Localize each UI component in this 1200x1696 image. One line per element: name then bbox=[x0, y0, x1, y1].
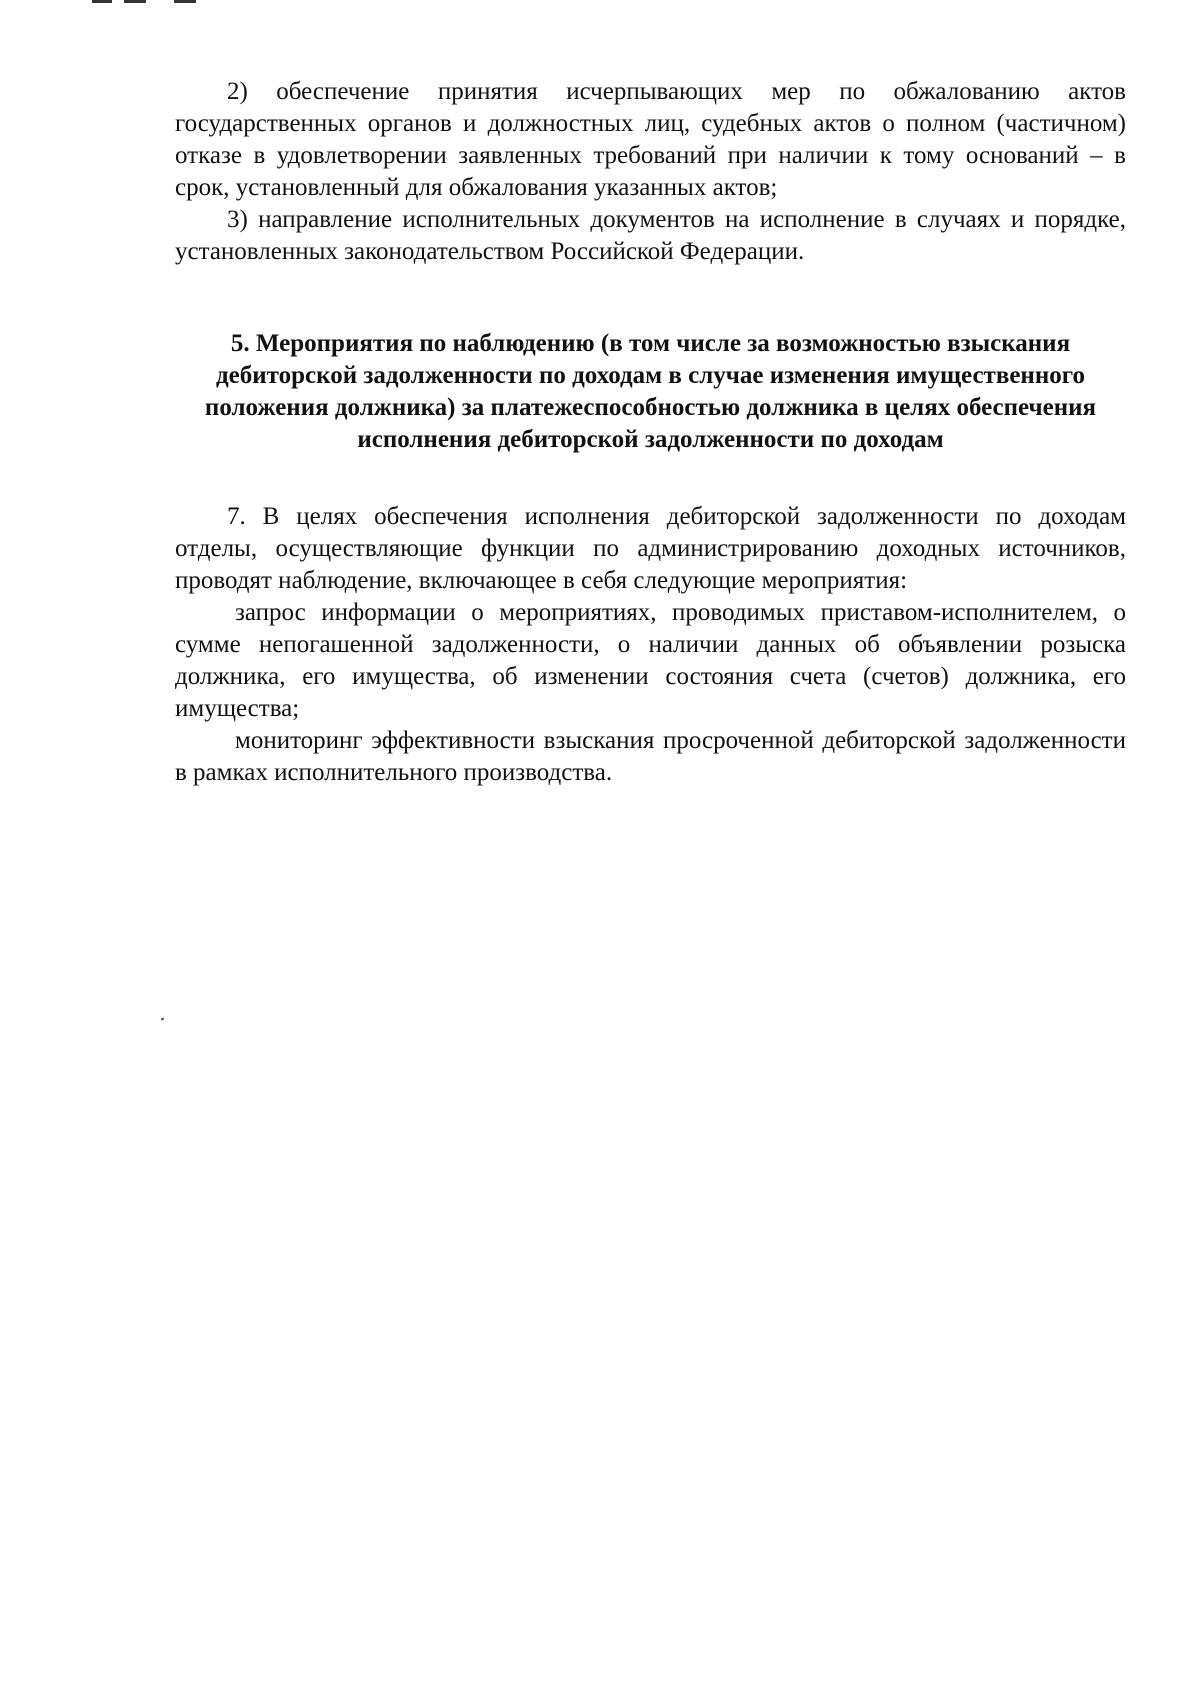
document-body bbox=[175, 76, 1126, 789]
scan-edge-marks bbox=[92, 0, 212, 6]
section-5-heading: 5. Мероприятия по наблюдению (в том числе за возможностью взыскания дебиторской задолженности по доходам в случае изменения имущественного положения должника) за платежеспособностью должника в целях обеспечения исполнения дебиторской задолженности по доходам bbox=[204, 330, 1097, 453]
paragraph-item-2: 2) обеспечение принятия исчерпывающих мер по обжалованию актов государственных органов и должностных лиц, судебных актов о полном (частичном) отказе в удовлетворении заявленных требований при наличии к тому оснований – в срок, установленный для обжалования указанных актов; bbox=[175, 78, 1126, 201]
paragraph-request-info: запрос информации о мероприятиях, проводимых приставом-исполнителем, о сумме непогашенной задолженности, о наличии данных об объявлении розыска должника, его имущества, об изменении состояния счета (счетов) должника, его имущества; bbox=[175, 599, 1126, 722]
paragraph-monitoring: мониторинг эффективности взыскания просроченной дебиторской задолженности в рамках исполнительного производства. bbox=[175, 727, 1126, 786]
paragraph-clause-7: 7. В целях обеспечения исполнения дебиторской задолженности по доходам отделы, осуществляющие функции по администрированию доходных источников, проводят наблюдение, включающее в себя следующие мероприятия: bbox=[175, 503, 1126, 594]
scan-speck bbox=[161, 1018, 165, 1021]
paragraph-item-3: 3) направление исполнительных документов на исполнение в случаях и порядке, установленных законодательством Российской Федерации. bbox=[175, 206, 1126, 265]
